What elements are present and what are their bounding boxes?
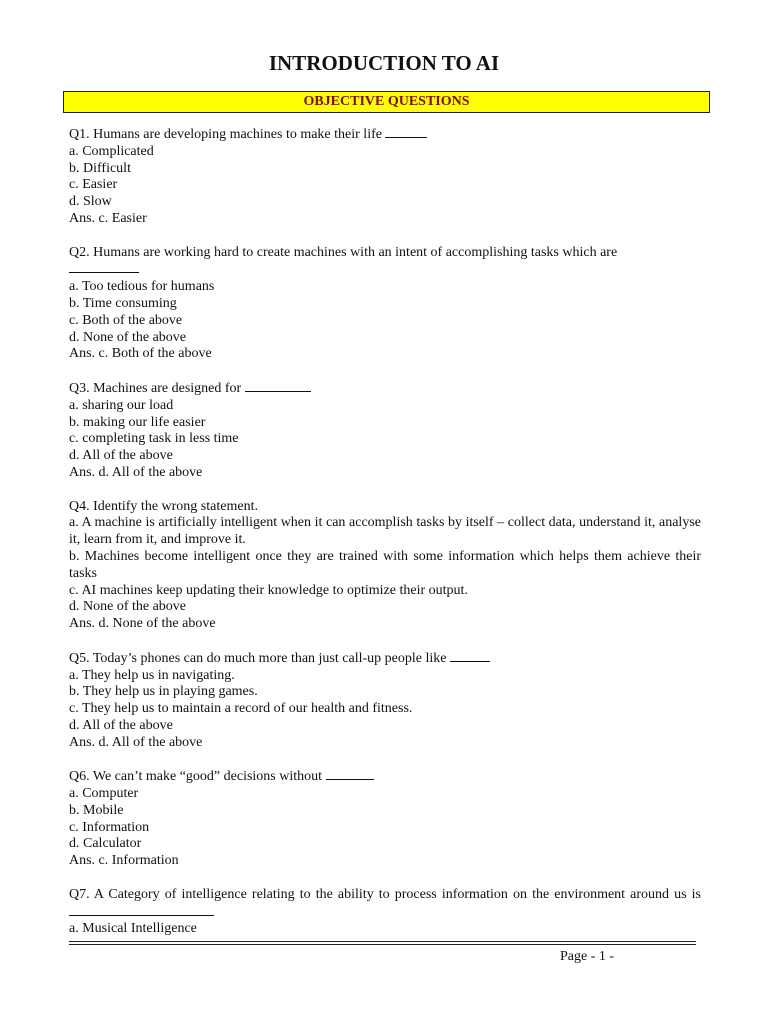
option: a. Complicated	[69, 143, 154, 159]
question-4	[69, 499, 701, 633]
question-6	[69, 768, 701, 870]
option: c. completing task in less time	[69, 431, 239, 447]
option: b. Difficult	[69, 160, 131, 176]
option: a. They help us in navigating.	[69, 667, 235, 683]
option: c. They help us to maintain a record of our health and fitness.	[69, 701, 413, 717]
option: d. All of the above	[69, 717, 173, 733]
question-5	[69, 650, 701, 752]
page-number: Page - 1 -	[560, 949, 615, 964]
option: a. Too tedious for humans	[69, 279, 215, 295]
answer: Ans. d. All of the above	[69, 464, 203, 480]
answer-blank	[69, 261, 139, 273]
question-text: Q2. Humans are working hard to create machines with an intent of accomplishing tasks which are	[69, 244, 618, 260]
option: d. None of the above	[69, 599, 187, 615]
option: d. Slow	[69, 194, 112, 210]
question-list	[69, 126, 701, 955]
option: b. Mobile	[69, 802, 124, 818]
question-1	[69, 126, 701, 228]
question-3	[69, 380, 701, 482]
option: b. making our life easier	[69, 414, 206, 430]
answer: Ans. c. Easier	[69, 210, 147, 226]
option: c. AI machines keep updating their knowledge to optimize their output.	[69, 582, 468, 598]
question-text-blank-line	[69, 261, 701, 279]
answer: Ans. c. Information	[69, 853, 179, 869]
answer-blank	[326, 768, 374, 780]
option: c. Easier	[69, 177, 118, 193]
question-text: Q3. Machines are designed for	[69, 380, 701, 398]
answer: Ans. d. All of the above	[69, 734, 203, 750]
answer-blank	[450, 650, 490, 662]
question-text: Q7. A Category of intelligence relating to the ability to process information on the environment around us is	[69, 887, 701, 922]
answer-blank	[245, 380, 311, 392]
question-2	[69, 245, 701, 364]
option: b. Time consuming	[69, 295, 177, 311]
question-text: Q4. Identify the wrong statement.	[69, 498, 258, 514]
answer-blank	[385, 126, 427, 138]
question-7	[69, 887, 701, 938]
section-banner: OBJECTIVE QUESTIONS	[63, 91, 710, 113]
option: a. A machine is artificially intelligent when it can accomplish tasks by itself – collect data, understand it, analyse it, learn from it, and improve it.	[69, 515, 701, 548]
question-text: Q6. We can’t make “good” decisions without	[69, 768, 701, 786]
option: a. Musical Intelligence	[69, 921, 197, 937]
answer: Ans. d. None of the above	[69, 616, 216, 632]
question-text: Q5. Today’s phones can do much more than just call-up people like	[69, 650, 701, 668]
option: a. sharing our load	[69, 397, 174, 413]
question-text: Q1. Humans are developing machines to make their life	[69, 126, 701, 144]
option: b. They help us in playing games.	[69, 684, 258, 700]
option: c. Both of the above	[69, 312, 183, 328]
answer: Ans. c. Both of the above	[69, 346, 212, 362]
option: d. Calculator	[69, 836, 142, 852]
option: b. Machines become intelligent once they are trained with some information which helps them achieve their tasks	[69, 548, 701, 581]
option: c. Information	[69, 819, 150, 835]
option: a. Computer	[69, 786, 139, 802]
footer-rule-bottom	[69, 944, 696, 945]
option: d. None of the above	[69, 329, 187, 345]
answer-blank	[69, 904, 214, 916]
option: d. All of the above	[69, 448, 173, 464]
footer-rule-top	[69, 941, 696, 942]
document-title: INTRODUCTION TO AI	[268, 51, 500, 75]
